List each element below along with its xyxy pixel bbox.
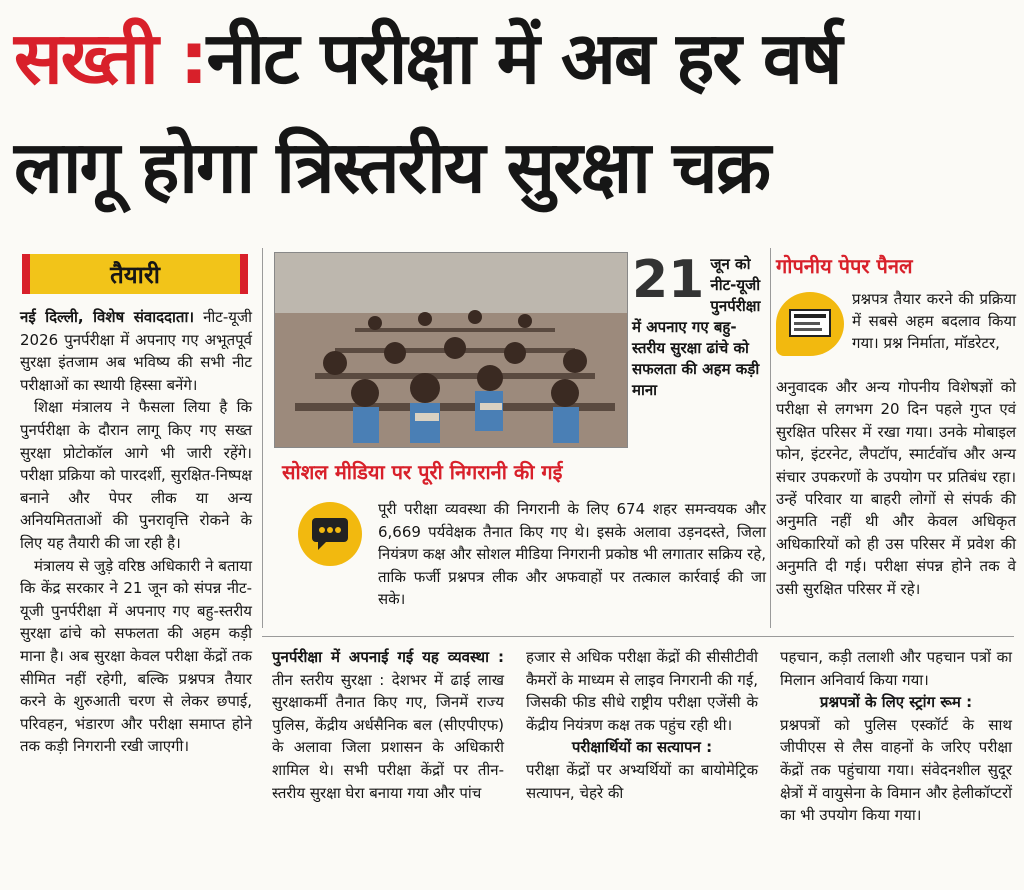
pull-quote-text: जून को नीट-यूजी पुनर्परीक्षा में अपनाए गए बहु-स्तरीय सुरक्षा ढांचे को सफलता की अहम कड़ी माना (632, 255, 761, 399)
article-paragraph-1: नीट-यूजी 2026 पुनर्परीक्षा में अपनाए गए अभूतपूर्व सुरक्षा इंतजाम अब भविष्य की सभी नीट परीक्षाओं का स्थायी हिस्सा बनेंगे। (20, 308, 252, 394)
question-paper-icon (776, 292, 844, 356)
article-paragraph-3: मंत्रालय से जुड़े वरिष्ठ अधिकारी ने बताया कि केंद्र सरकार ने 21 जून को संपन्न नीट-यूजी पुनर्परीक्षा में अपनाए गए बहु-स्तरीय सुरक्षा ढांचे को सफलता की अहम कड़ी माना है। अब सुरक्षा केवल परीक्षा केंद्रों तक सीमित नहीं रहेगी, बल्कि प्रश्नपत्र तैयार करने के शुरुआती चरण से लेकर छपाई, परिवहन, भंडारण और परीक्षा समाप्त होने तक कड़ी निगरानी रखी जाएगी। (20, 556, 252, 756)
headline-line-1 (14, 8, 1014, 108)
paper-panel-text: अनुवादक और अन्य गोपनीय विशेषज्ञों को परीक्षा से लगभग 20 दिन पहले गुप्त एवं सुरक्षित परिसर में रखा गया। उनके मोबाइल फोन, इंटरनेट, लैपटॉप, स्मार्टवॉच और अन्य संचार उपकरणों के उपयोग पर प्रतिबंध रहा। उन्हें परिवार या बाहरी लोगों से संपर्क की अनुमति नहीं थी और केवल अधिकृत अधिकारियों को ही उस परिसर में प्रवेश की अनुमति दी गई। परीक्षा संपन्न होने तक वे उसी सुरक्षित परिसर में रहे। (776, 378, 1016, 598)
article-intro (20, 306, 252, 396)
exam-hall-photo (274, 252, 628, 448)
lead-article-column (20, 306, 252, 758)
social-media-box (274, 490, 766, 630)
subheading-strong-room: प्रश्नपत्रों के लिए स्ट्रांग रूम : (819, 693, 973, 712)
paper-panel-heading: गोपनीय पेपर पैनल (776, 254, 913, 278)
social-media-text: पूरी परीक्षा व्यवस्था की निगरानी के लिए 674 शहर समन्वयक और 6,669 पर्यवेक्षक तैनात किए गए थे। इसके अलावा उड़नदस्ते, जिला नियंत्रण कक्ष और सोशल मीडिया निगरानी प्रकोष्ठ भी लगातार सक्रिय रहे, ताकि फर्जी प्रश्नपत्र लीक और अफवाहों पर तत्काल कार्रवाई की जा सके। (378, 500, 766, 609)
dateline: नई दिल्ली, विशेष संवाददाता। (20, 308, 195, 326)
group-chat-icon (298, 502, 362, 566)
pull-quote-number: 21 (632, 250, 705, 310)
headline-line-2: लागू होगा त्रिस्तरीय सुरक्षा चक्र (14, 125, 770, 209)
bottom-column-1-text: तीन स्तरीय सुरक्षा : देशभर में ढाई लाख सुरक्षाकर्मी तैनात किए गए, जिनमें राज्य पुलिस, केंद्रीय अर्धसैनिक बल (सीएपीएफ) के अलावा जिला प्रशासन के अधिकारी शामिल थे। सभी परीक्षा केंद्रों पर तीन-स्तरीय सुरक्षा घेरा बनाया गया और पांच (272, 670, 504, 802)
exam-hall-photo-illustration (275, 253, 628, 448)
column-divider (262, 248, 263, 628)
section-divider (262, 636, 1014, 637)
headline (14, 8, 1014, 226)
subheading-verification: परीक्षार्थियों का सत्यापन : (571, 738, 713, 757)
headline-kicker: सख्ती : (14, 16, 207, 100)
column-divider (770, 248, 771, 628)
section-tag: तैयारी (22, 254, 248, 294)
article-paragraph-2: शिक्षा मंत्रालय ने फैसला लिया है कि पुनर्परीक्षा के दौरान लागू किए गए सख्त सुरक्षा प्रोटोकॉल आगे भी जारी रहेंगे। परीक्षा प्रक्रिया को पारदर्शी, सुरक्षित-निष्पक्ष बनाने और पेपर लीक या अन्य अनियमितताओं की पुनरावृत्ति रोकने के लिए यह तैयारी की जा रही है। (20, 398, 252, 552)
headline-text-1: नीट परीक्षा में अब हर वर्ष (206, 16, 841, 100)
bottom-column-1 (272, 646, 504, 804)
bottom-column-3-text: पहचान, कड़ी तलाशी और पहचान पत्रों का मिलान अनिवार्य किया गया। (780, 648, 1012, 689)
bottom-column-3 (780, 646, 1012, 827)
social-media-heading: सोशल मीडिया पर पूरी निगरानी की गई (282, 460, 563, 484)
pull-quote (632, 250, 766, 401)
bottom-column-3-text-2: प्रश्नपत्रों को पुलिस एस्कॉर्ट के साथ जीपीएस से लैस वाहनों के जरिए परीक्षा केंद्रों तक पहुंचाया गया। संवेदनशील सुदूर क्षेत्रों में वायुसेना के विमान और हेलीकॉप्टरों का भी उपयोग किया गया। (780, 715, 1012, 825)
subheading-arrangement: पुनर्परीक्षा में अपनाई गई यह व्यवस्था : (272, 648, 504, 666)
bottom-column-2 (526, 646, 758, 804)
bottom-column-2-text: हजार से अधिक परीक्षा केंद्रों की सीसीटीवी कैमरों के माध्यम से लाइव निगरानी की गई, जिसकी फीड सीधे राष्ट्रीय परीक्षा एजेंसी के केंद्रीय नियंत्रण कक्ष तक पहुंच रही थी। (526, 648, 758, 734)
paper-panel-lead: प्रश्नपत्र तैयार करने की प्रक्रिया में सबसे अहम बदलाव किया गया। प्रश्न निर्माता, मॉडरेटर, (852, 290, 1016, 352)
bottom-column-2-text-2: परीक्षा केंद्रों पर अभ्यर्थियों का बायोमेट्रिक सत्यापन, चेहरे की (526, 760, 758, 802)
